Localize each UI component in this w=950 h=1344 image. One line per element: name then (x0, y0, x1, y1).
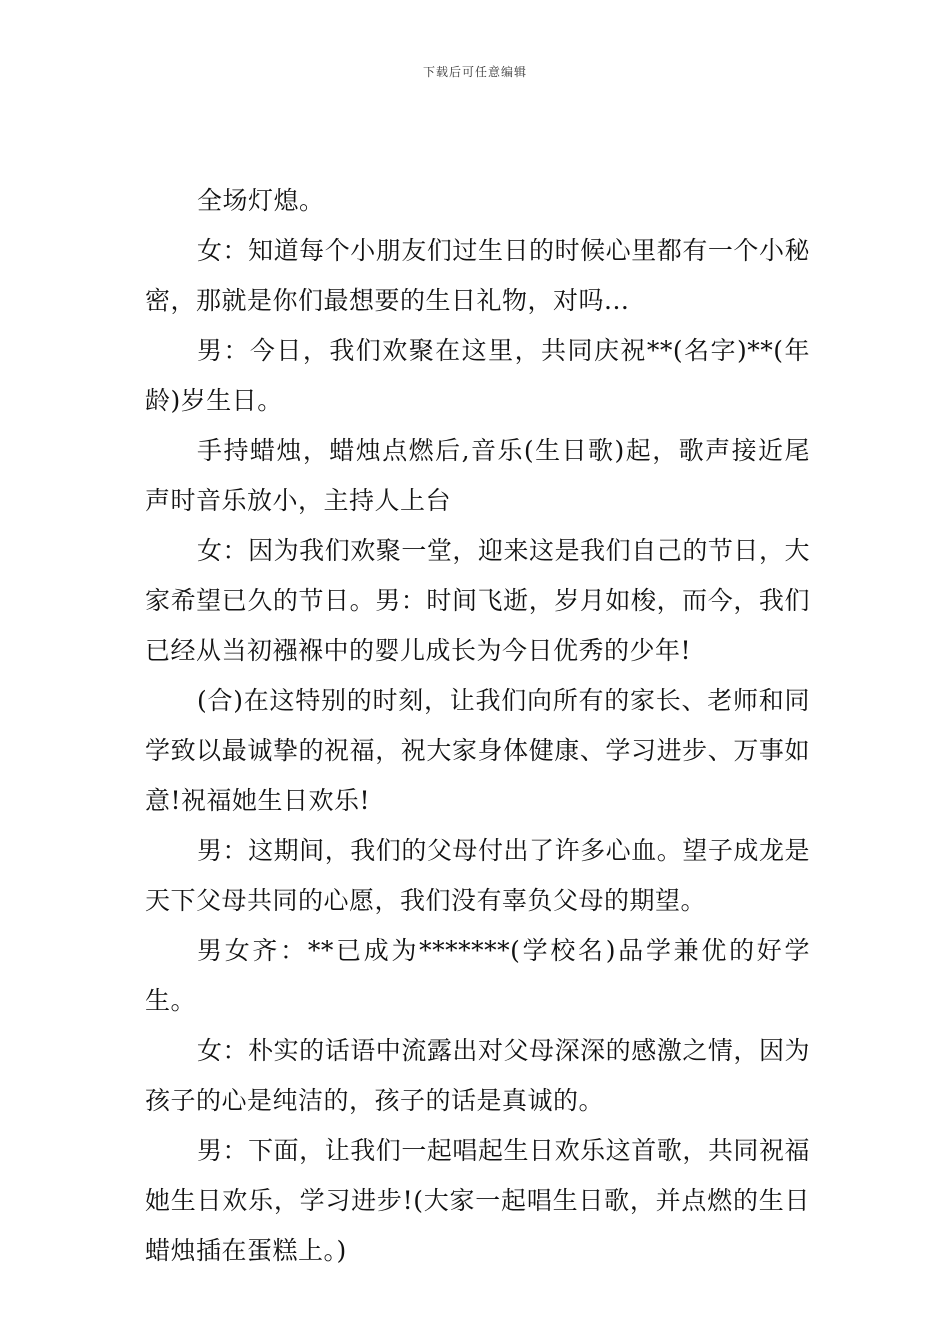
page-header-note: 下载后可任意编辑 (422, 65, 527, 79)
paragraph-10: 男：下面，让我们一起唱起生日欢乐这首歌，共同祝福她生日欢乐，学习进步!(大家一起唱生日歌，并点燃的生日蜡烛插在蛋糕上。) (145, 1136, 810, 1265)
paragraph-7: 男：这期间，我们的父母付出了许多心血。望子成龙是天下父母共同的心愿，我们没有辜负父母的期望。 (145, 836, 810, 915)
paragraph-2: 女：知道每个小朋友们过生日的时候心里都有一个小秘密，那就是你们最想要的生日礼物，对吗... (145, 236, 810, 315)
paragraph-8: 男女齐：**已成为*******(学校名)品学兼优的好学生。 (145, 936, 810, 1015)
paragraph-3: 男：今日，我们欢聚在这里，共同庆祝**(名字)**(年龄)岁生日。 (145, 336, 810, 415)
document-body (145, 176, 810, 1276)
paragraph-9: 女：朴实的话语中流露出对父母深深的感激之情，因为孩子的心是纯洁的，孩子的话是真诚的。 (145, 1036, 810, 1115)
paragraph-6: (合)在这特别的时刻，让我们向所有的家长、老师和同学致以最诚挚的祝福，祝大家身体健康、学习进步、万事如意!祝福她生日欢乐! (145, 686, 810, 815)
paragraph-5: 女：因为我们欢聚一堂，迎来这是我们自己的节日，大家希望已久的节日。男：时间飞逝，岁月如梭，而今，我们已经从当初襁褓中的婴儿成长为今日优秀的少年! (145, 536, 810, 665)
paragraph-1: 全场灯熄。 (197, 186, 325, 215)
paragraph-4: 手持蜡烛，蜡烛点燃后,音乐(生日歌)起，歌声接近尾声时音乐放小，主持人上台 (145, 436, 810, 515)
